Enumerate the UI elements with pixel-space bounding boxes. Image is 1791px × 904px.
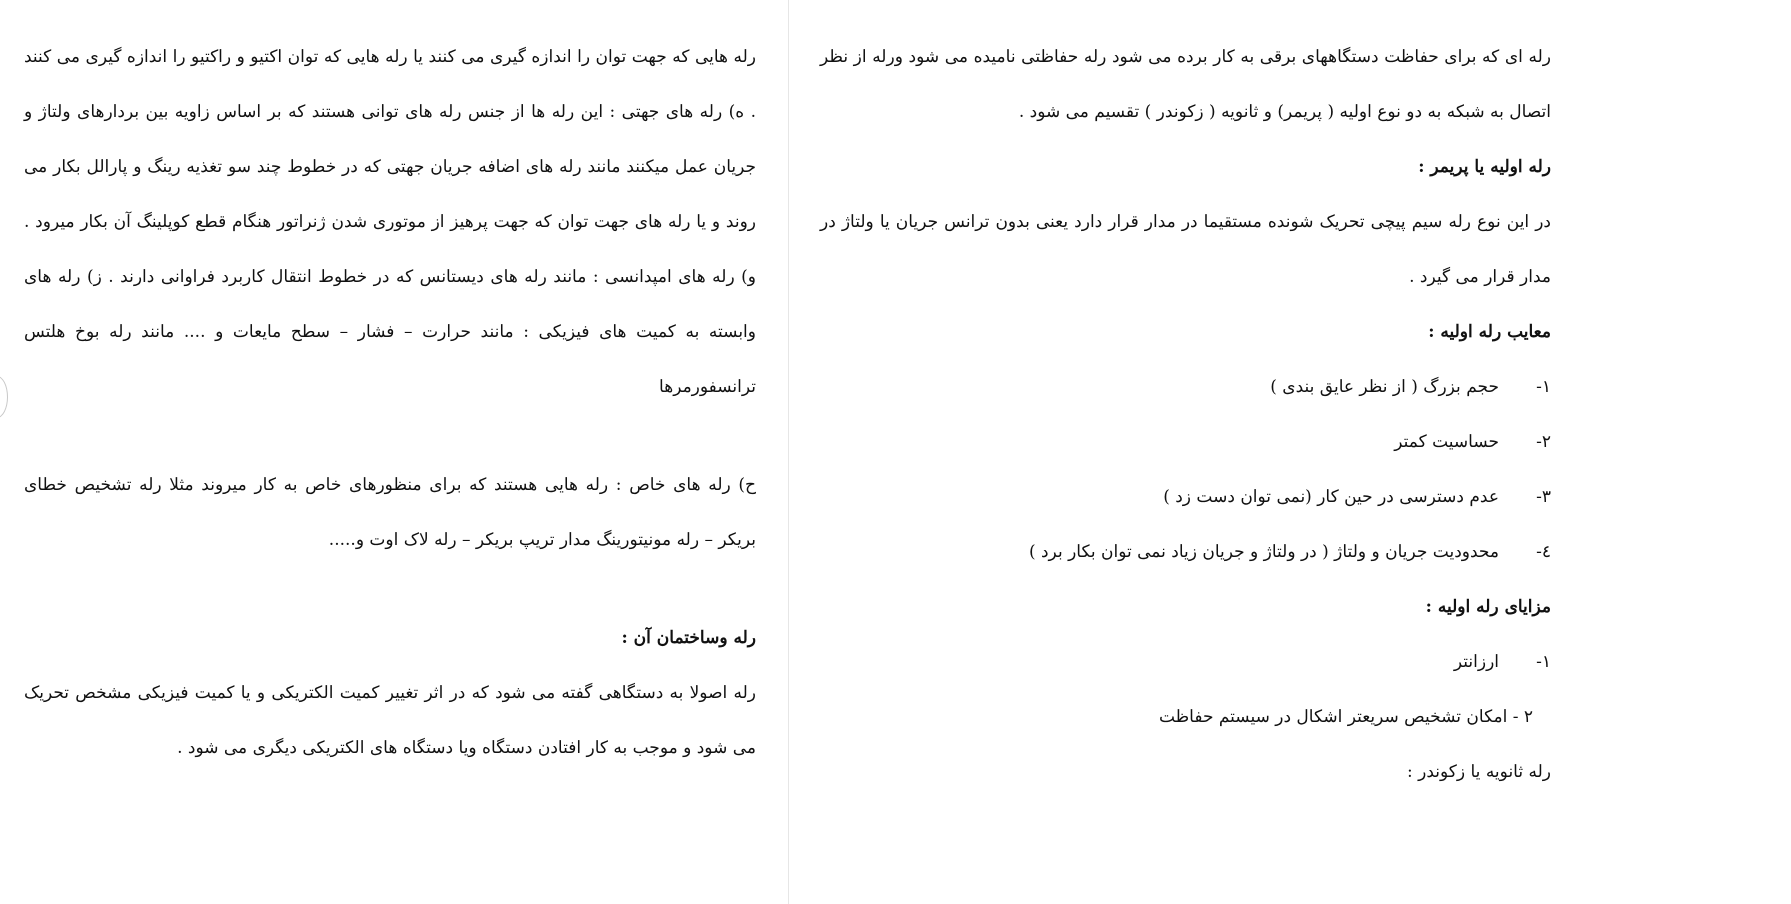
list-text: ۲ - امکان تشخیص سریعتر اشکال در سیستم حفاظت [1158, 707, 1533, 727]
list-text: ارزانتر [1453, 652, 1499, 672]
list-item [820, 690, 1551, 745]
intro-paragraph: رله ای که برای حفاظت دستگاههای برقی به کار برده می شود رله حفاظتی نامیده می شود ورله از نظر اتصال به شبکه به دو نوع اولیه ( پریمر) و ثانویه ( زکوندر ) تقسیم می شود . [820, 47, 1551, 122]
left-page-column [24, 30, 756, 776]
disadvantages-heading: معایب رله اولیه : [1428, 322, 1551, 342]
list-text: حجم بزرگ ( از نظر عایق بندی ) [1270, 377, 1499, 397]
secondary-relay-heading: رله ثانویه یا زکوندر : [1407, 762, 1551, 782]
right-page-column [820, 30, 1551, 800]
list-number: ۱- [1536, 377, 1551, 397]
page-turn-handle[interactable] [0, 376, 8, 418]
paragraph-spacer [24, 568, 756, 611]
advantages-heading: مزایای رله اولیه : [1425, 597, 1551, 617]
list-item [820, 635, 1551, 690]
list-number: ٤- [1536, 542, 1551, 562]
primary-relay-heading: رله اولیه یا پریمر : [1418, 157, 1551, 177]
left-page [0, 0, 789, 904]
relay-types-paragraph: رله هایی که جهت توان را اندازه گیری می کنند یا رله هایی که توان اکتیو و راکتیو را اندازه گیری می کنند . ه) رله های جهتی : این رله ها از جنس رله های توانی هستند که بر اساس زاویه بین بردارهای ولتاژ و جریان عمل میکنند مانند رله های اضافه جریان جهتی که در خطوط چند سو تغذیه رینگ و پارالل بکار می روند و یا رله های جهت توان که جهت پرهیز از موتوری شدن ژنراتور هنگام قطع کوپلینگ آن بکار میرود . و) رله های امپدانسی : مانند رله های دیستانس که در خطوط انتقال کاربرد فراوانی دارند . ز) رله های وابسته به کمیت های فیزیکی : مانند حرارت – فشار – سطح مایعات و .... مانند رله بوخ هلتس ترانسفورمرها [24, 47, 756, 397]
special-relays-paragraph: ح) رله های خاص : رله هایی هستند که برای منظورهای خاص به کار میروند مثلا رله تشخیص خطای بریکر – رله مونیتورینگ مدار تریپ بریکر – رله لاک اوت و..... [24, 475, 756, 550]
construction-paragraph: رله اصولا به دستگاهی گفته می شود که در اثر تغییر کمیت الکتریکی و یا کمیت فیزیکی مشخص تحریک می شود و موجب به کار افتادن دستگاه ویا دستگاه های الکتریکی دیگری می شود . [24, 683, 756, 758]
list-item [820, 470, 1551, 525]
right-page [790, 0, 1791, 904]
list-text: محدودیت جریان و ولتاژ ( در ولتاژ و جریان زیاد نمی توان بکار برد ) [1028, 542, 1499, 562]
list-item [820, 360, 1551, 415]
paragraph-spacer [24, 415, 756, 458]
list-number: ۲- [1536, 432, 1551, 452]
list-text: عدم دسترسی در حین کار (نمی توان دست زد ) [1163, 487, 1499, 507]
primary-relay-paragraph: در این نوع رله سیم پیچی تحریک شونده مستقیما در مدار قرار دارد یعنی بدون ترانس جریان یا ولتاژ در مدار قرار می گیرد . [820, 212, 1551, 287]
construction-heading: رله وساختمان آن : [621, 628, 756, 648]
list-number: ۳- [1536, 487, 1551, 507]
list-number: ۱- [1536, 652, 1551, 672]
list-item [820, 525, 1551, 580]
list-item [820, 415, 1551, 470]
list-text: حساسیت کمتر [1394, 432, 1499, 452]
